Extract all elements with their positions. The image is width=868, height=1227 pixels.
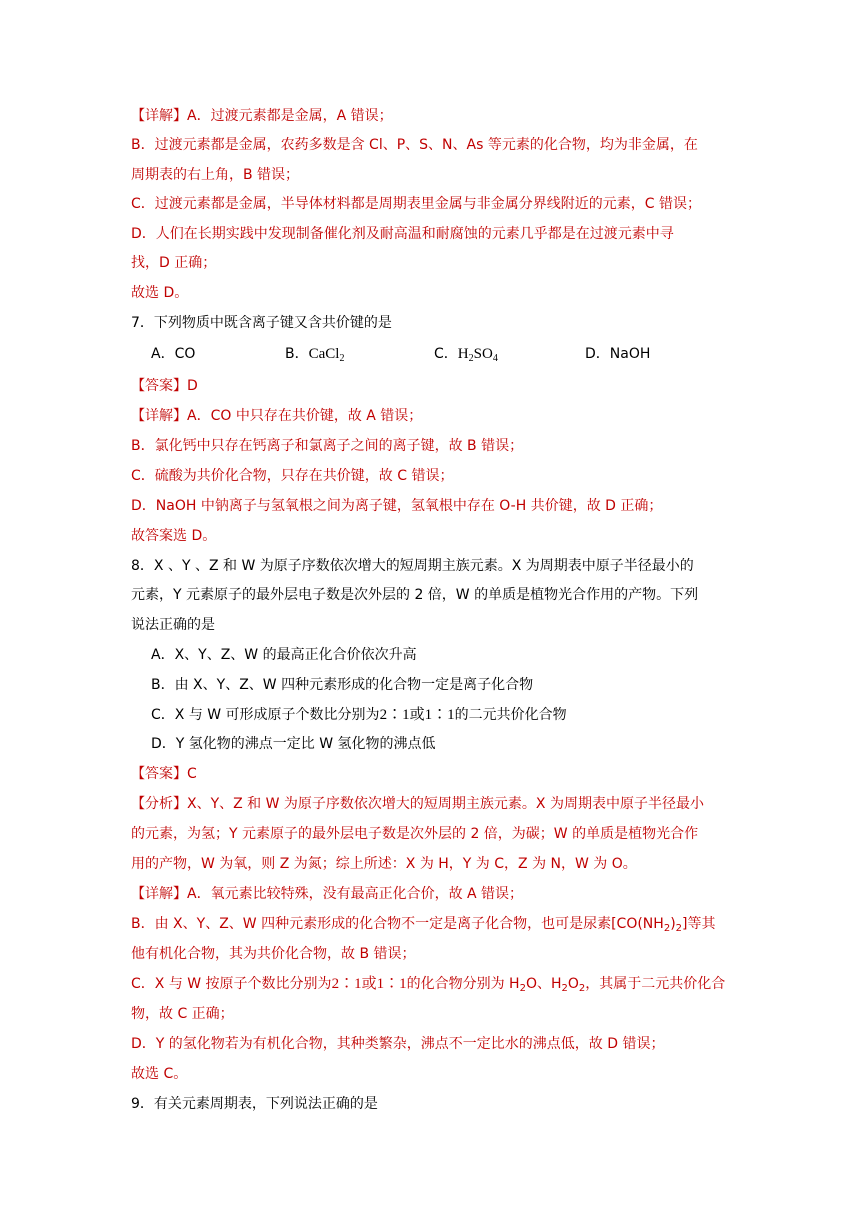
q8-stem-line1: 8．X 、Y 、Z 和 W 为原子序数依次增大的短周期主族元素。X 为周期表中原子半径最小的 [131,558,694,574]
q8-explain-c-line2: 物，故 C 正确； [131,1006,234,1022]
q8-analysis-line3: 用的产物，W 为氧，则 Z 为氮；综上所述：X 为 H，Y 为 C，Z 为 N，W 为 O。 [131,856,637,872]
q6-explain-a: 【详解】A．过渡元素都是金属，A 错误； [131,108,393,124]
q8-option-b: B．由 X、Y、Z、W 四种元素形成的化合物一定是离子化合物 [151,677,534,693]
q7-explain-c: C．硫酸为共价化合物，只存在共价键，故 C 错误； [131,468,454,484]
q8-analysis-line2: 的元素，为氢；Y 元素原子的最外层电子数是次外层的 2 倍，为碳；W 的单质是植物光合作 [131,826,699,842]
q8-explain-c-line1: C．X 与 W 按原子个数比分别为2∶1或1∶1的化合物分别为 $H_2O$、$H_2O_2$，其属于二元共价化合 [131,976,726,994]
q7-explain-a: 【详解】A．CO 中只存在共价键，故 A 错误； [131,408,423,424]
q7-explain-b: B．氯化钙中只存在钙离子和氯离子之间的离子键，故 B 错误； [131,438,524,454]
q8-stem-line2: 元素，Y 元素原子的最外层电子数是次外层的 2 倍，W 的单质是植物光合作用的产物。下列 [131,587,699,603]
q7-answer: 【答案】D [131,378,198,394]
q9-stem: 9．有关元素周期表，下列说法正确的是 [131,1096,378,1112]
q8-explain-b-line2: 他有机化合物，其为共价化合物，故 B 错误； [131,946,416,962]
q6-explain-b-line2: 周期表的右上角，B 错误； [131,167,300,183]
q8-explain-a: 【详解】A．氧元素比较特殊，没有最高正化合价，故 A 错误； [131,886,524,902]
q7-option-b: B．CaCl$_2$ [285,346,345,364]
q7-conclusion: 故答案选 D。 [131,528,217,544]
q6-conclusion: 故选 D。 [131,285,189,301]
q8-analysis-line1: 【分析】X、Y、Z 和 W 为原子序数依次增大的短周期主族元素。X 为周期表中原子半径最小 [131,796,704,812]
q7-option-d: D．NaOH [585,346,651,362]
q8-conclusion: 故选 C。 [131,1066,188,1082]
q8-stem-line3: 说法正确的是 [131,617,215,633]
q7-explain-d: D．NaOH 中钠离子与氢氧根之间为离子键，氢氧根中存在 O-H 共价键，故 D 正确； [131,498,663,514]
q6-explain-d-line2: 找，D 正确； [131,255,217,271]
q8-answer: 【答案】C [131,766,197,782]
q8-option-a: A．X、Y、Z、W 的最高正化合价依次升高 [151,647,417,663]
q8-explain-b-line1: B．由 X、Y、Z、W 四种元素形成的化合物不一定是离子化合物，也可是尿素$[CO(NH_2)_2]$等其 [131,916,716,934]
q7-option-c: C．$H_2SO_4$ [434,346,498,364]
q6-explain-c: C．过渡元素都是金属，半导体材料都是周期表里金属与非金属分界线附近的元素，C 错误； [131,196,701,212]
q8-option-c: C．X 与 W 可形成原子个数比分别为2∶1或1∶1的二元共价化合物 [151,707,567,723]
q7-stem: 7．下列物质中既含离子键又含共价键的是 [131,315,392,331]
q6-explain-d-line1: D．人们在长期实践中发现制备催化剂及耐高温和耐腐蚀的元素几乎都是在过渡元素中寻 [131,226,674,242]
q6-explain-b-line1: B．过渡元素都是金属，农药多数是含 Cl、P、S、N、As 等元素的化合物，均为非金属，在 [131,137,698,153]
q8-option-d: D．Y 氢化物的沸点一定比 W 氢化物的沸点低 [151,736,436,752]
q7-option-a: A．CO [151,346,196,362]
q8-explain-d: D．Y 的氢化物若为有机化合物，其种类繁杂，沸点不一定比水的沸点低，故 D 错误； [131,1036,665,1052]
